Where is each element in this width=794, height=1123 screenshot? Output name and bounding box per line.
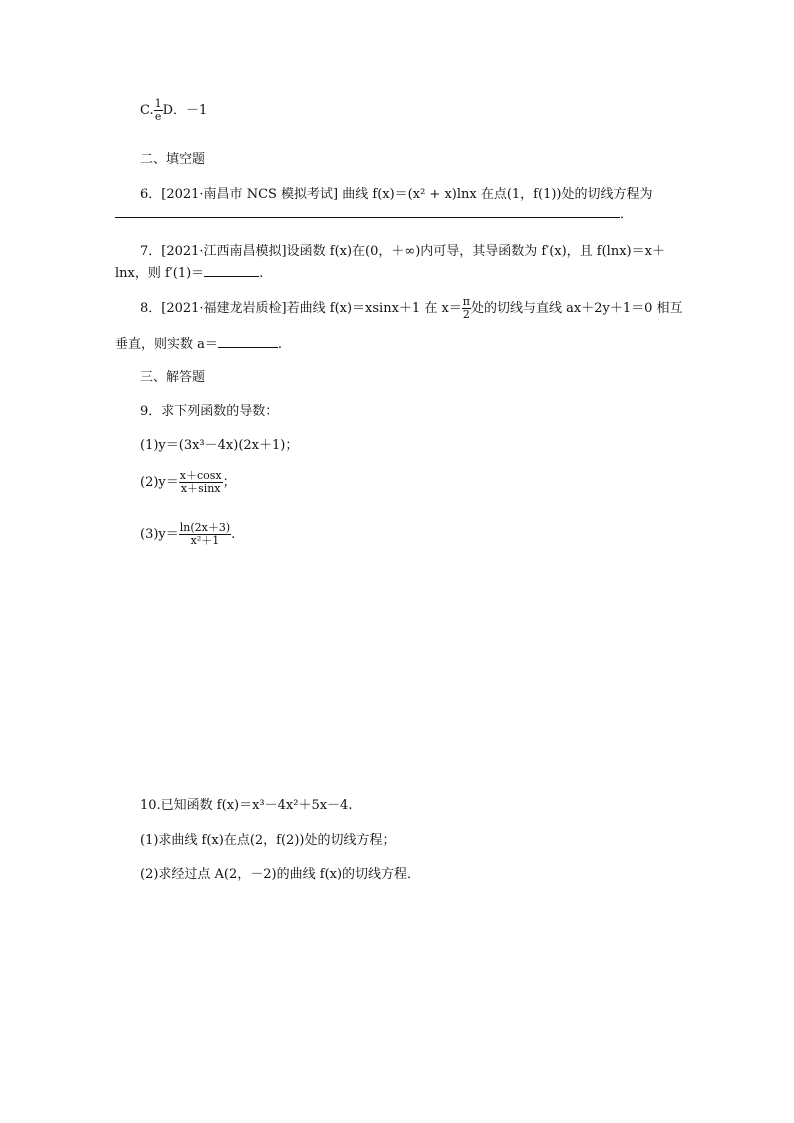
question-10-part2: (2)求经过点 A(2，－2)的曲线 f(x)的切线方程． bbox=[140, 867, 421, 882]
question-8-line1: 8．[2021·福建龙岩质检]若曲线 f(x)＝xsinx＋1 在 x＝ $\frac{\pi}{2}$ 处的切线与直线 ax＋2y＋1＝0 相互 bbox=[140, 295, 683, 321]
answer-blank-8[interactable] bbox=[218, 335, 278, 348]
answer-blank-7[interactable] bbox=[204, 264, 259, 277]
question-10-intro: 10.已知函数 f(x)＝x³－4x²＋5x－4. bbox=[140, 798, 353, 813]
question-8-fraction: $\frac{\pi}{2}$ bbox=[462, 295, 471, 321]
question-9-part3-fraction: $\frac{\ln(2x+3)}{\text{x²＋1}}$ bbox=[179, 521, 231, 547]
question-6-line2: ． bbox=[115, 203, 633, 222]
question-9-intro: 9．求下列函数的导数： bbox=[140, 404, 279, 419]
section-fill-blank-title: 二、填空题 bbox=[140, 152, 206, 167]
section-solution-title: 三、解答题 bbox=[140, 370, 206, 385]
question-7-line2: lnx，则 f′(1)＝ . bbox=[115, 266, 264, 281]
question-6-line1: 6．[2021·南昌市 NCS 模拟考试] 曲线 f(x)＝(x² + x)lnx 在点(1，f(1))处的切线方程为 bbox=[140, 187, 653, 202]
option-c-fraction: $\frac{1}{e}$ bbox=[154, 97, 162, 123]
question-9-part1: (1)y＝(3x³－4x)(2x＋1)； bbox=[140, 438, 299, 453]
answer-blank-6[interactable] bbox=[115, 205, 620, 218]
question-10-part1: (1)求曲线 f(x)在点(2，f(2))处的切线方程； bbox=[140, 833, 396, 848]
option-c-d bbox=[140, 98, 207, 123]
question-9-part2-fraction: $\frac{x+\cos x}{x+\sin x}$ bbox=[179, 469, 222, 495]
option-d-text: D．－1 bbox=[162, 103, 208, 118]
question-8-line2: 垂直，则实数 a＝ . bbox=[115, 337, 283, 352]
question-7-line1: 7．[2021·江西南昌模拟]设函数 f(x)在(0，＋∞)内可导，其导函数为 f′(x)，且 f(lnx)＝x＋ bbox=[140, 244, 665, 259]
option-c-label: C. bbox=[140, 103, 154, 118]
question-9-part2: (2)y＝ $\frac{x+\cos x}{x+\sin x}$ ； bbox=[140, 469, 236, 495]
question-9-part3: (3)y＝ $\frac{\ln(2x+3)}{\text{x²＋1}}$ . bbox=[140, 521, 236, 547]
